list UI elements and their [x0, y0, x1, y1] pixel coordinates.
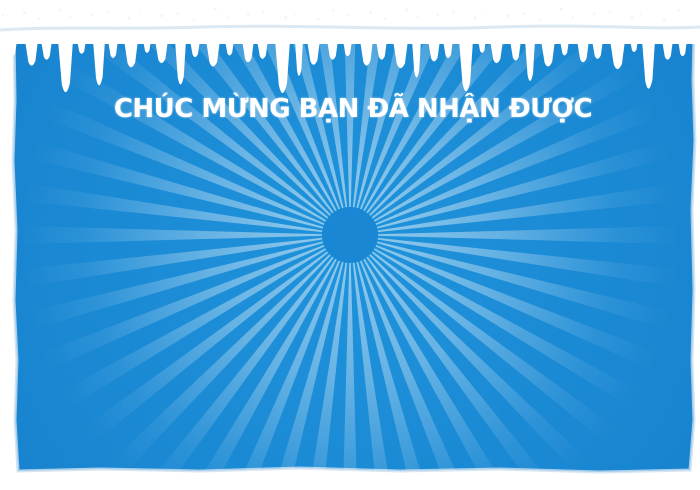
snow-speck: [23, 11, 26, 14]
snow-speck: [59, 8, 62, 11]
snow-speck: [560, 8, 563, 11]
reward-title: CHÚC MỪNG BẠN ĐÃ NHẬN ĐƯỢC: [113, 94, 593, 124]
snow-speck: [226, 16, 228, 18]
snow-speck: [38, 18, 40, 20]
snow-speck: [678, 9, 680, 11]
snow-speck: [128, 17, 131, 20]
snow-speck: [247, 13, 250, 16]
icicle: [695, 40, 700, 66]
snow-speck: [332, 9, 334, 11]
snow-speck: [663, 18, 666, 21]
snow-speck: [485, 10, 487, 12]
snow-speck: [538, 19, 540, 21]
snow-speck: [214, 8, 217, 11]
snow-speck: [294, 13, 296, 15]
snow-speck: [474, 17, 477, 20]
sunburst-center: [322, 207, 378, 263]
snow-speck: [262, 10, 264, 12]
snow-speck: [384, 18, 386, 20]
snow-speck: [640, 13, 642, 15]
snow-speck: [572, 16, 574, 18]
snow-speck: [91, 13, 94, 16]
snow-speck: [523, 12, 525, 14]
snow-speck: [70, 15, 72, 17]
snow-speck: [177, 12, 179, 14]
snow-speck: [630, 16, 633, 19]
snow-speck: [348, 14, 350, 16]
snow-speck: [139, 10, 141, 12]
snow-speck: [452, 11, 454, 13]
snow-speck: [437, 13, 440, 16]
snow-speck: [593, 13, 596, 16]
snow-speck: [416, 15, 418, 17]
snow-speck: [192, 19, 194, 21]
snow-speck: [608, 10, 610, 12]
snow-speck: [369, 11, 372, 14]
snow-speck: [284, 16, 287, 19]
snow-speck: [106, 11, 108, 13]
snow-speck: [317, 18, 320, 21]
snow-speck: [405, 8, 408, 11]
snow-speck: [507, 14, 510, 17]
snow-speck: [2, 14, 4, 16]
snow-speck: [161, 14, 164, 17]
